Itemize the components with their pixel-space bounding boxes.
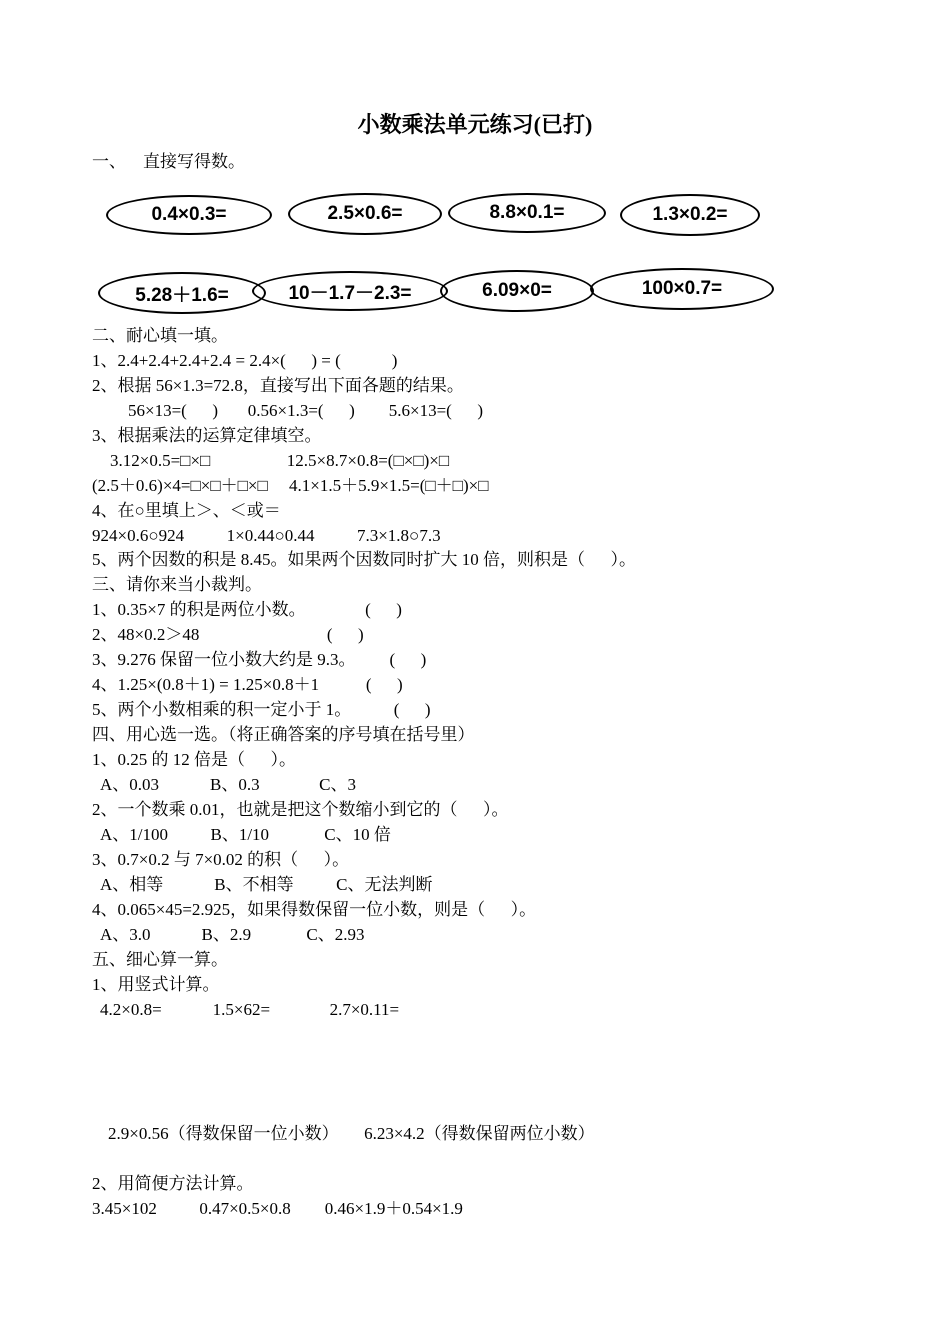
question-line: 56×13=( ) 0.56×1.3=( ) 5.6×13=( ) <box>128 401 483 420</box>
answer-options: A、0.03 B、0.3 C、3 <box>100 775 356 794</box>
oval-expression: 1.3×0.2= <box>620 194 760 236</box>
question-line: 4、0.065×45=2.925，如果得数保留一位小数，则是（ ）。 <box>92 900 537 919</box>
answer-options: A、相等 B、不相等 C、无法判断 <box>100 875 433 894</box>
question-line: 2、根据 56×1.3=72.8，直接写出下面各题的结果。 <box>92 376 464 395</box>
question-line: 1、2.4+2.4+2.4+2.4 = 2.4×( ) = ( ) <box>92 351 398 370</box>
question-line: 1、用竖式计算。 <box>92 975 220 994</box>
page-title: 小数乘法单元练习(已打) <box>357 112 593 137</box>
section-3-heading: 三、请你来当小裁判。 <box>92 575 262 594</box>
answer-options: A、1/100 B、1/10 C、10 倍 <box>100 825 391 844</box>
question-line: 4、1.25×(0.8＋1) = 1.25×0.8＋1 ( ) <box>92 675 403 694</box>
question-line: 5、两个因数的积是 8.45。如果两个因数同时扩大 10 倍，则积是（ ）。 <box>92 550 636 569</box>
question-line: 1、0.25 的 12 倍是（ ）。 <box>92 750 296 769</box>
oval-expression: 100×0.7= <box>590 268 774 310</box>
question-line: 2、一个数乘 0.01，也就是把这个数缩小到它的（ ）。 <box>92 800 509 819</box>
question-line: 924×0.6○924 1×0.44○0.44 7.3×1.8○7.3 <box>92 526 441 545</box>
calc-problems: 2.9×0.56（得数保留一位小数） 6.23×4.2（得数保留两位小数） <box>108 1124 595 1143</box>
section-4-heading: 四、用心选一选。（将正确答案的序号填在括号里） <box>92 725 475 744</box>
question-line: 3.12×0.5=□×□ 12.5×8.7×0.8=(□×□)×□ <box>110 451 450 470</box>
oval-expression: 2.5×0.6= <box>288 193 442 235</box>
oval-expression: 0.4×0.3= <box>106 195 272 235</box>
oval-expression: 6.09×0= <box>440 270 594 312</box>
question-line: 3、根据乘法的运算定律填空。 <box>92 426 322 445</box>
question-line: 2、用简便方法计算。 <box>92 1174 254 1193</box>
section-1-heading: 一、 直接写得数。 <box>92 152 245 171</box>
oval-expression: 5.28＋1.6= <box>98 272 266 314</box>
answer-options: A、3.0 B、2.9 C、2.93 <box>100 925 365 944</box>
question-line: 5、两个小数相乘的积一定小于 1。 ( ) <box>92 700 431 719</box>
question-line: 2、48×0.2＞48 ( ) <box>92 625 364 644</box>
section-5-heading: 五、细心算一算。 <box>92 950 228 969</box>
question-line: 4、在○里填上＞、＜或＝ <box>92 501 281 520</box>
calc-problems: 4.2×0.8= 1.5×62= 2.7×0.11= <box>100 1000 400 1019</box>
section-2-heading: 二、耐心填一填。 <box>92 326 228 345</box>
oval-expression: 10－1.7－2.3= <box>252 271 448 311</box>
oval-expression: 8.8×0.1= <box>448 193 606 233</box>
question-line: 3、9.276 保留一位小数大约是 9.3。 ( ) <box>92 650 427 669</box>
question-line: 1、0.35×7 的积是两位小数。 ( ) <box>92 600 402 619</box>
question-line: 3、0.7×0.2 与 7×0.02 的积（ ）。 <box>92 850 350 869</box>
question-line: (2.5＋0.6)×4=□×□＋□×□ 4.1×1.5＋5.9×1.5=(□＋□)×□ <box>92 476 489 495</box>
calc-problems: 3.45×102 0.47×0.5×0.8 0.46×1.9＋0.54×1.9 <box>92 1199 463 1218</box>
